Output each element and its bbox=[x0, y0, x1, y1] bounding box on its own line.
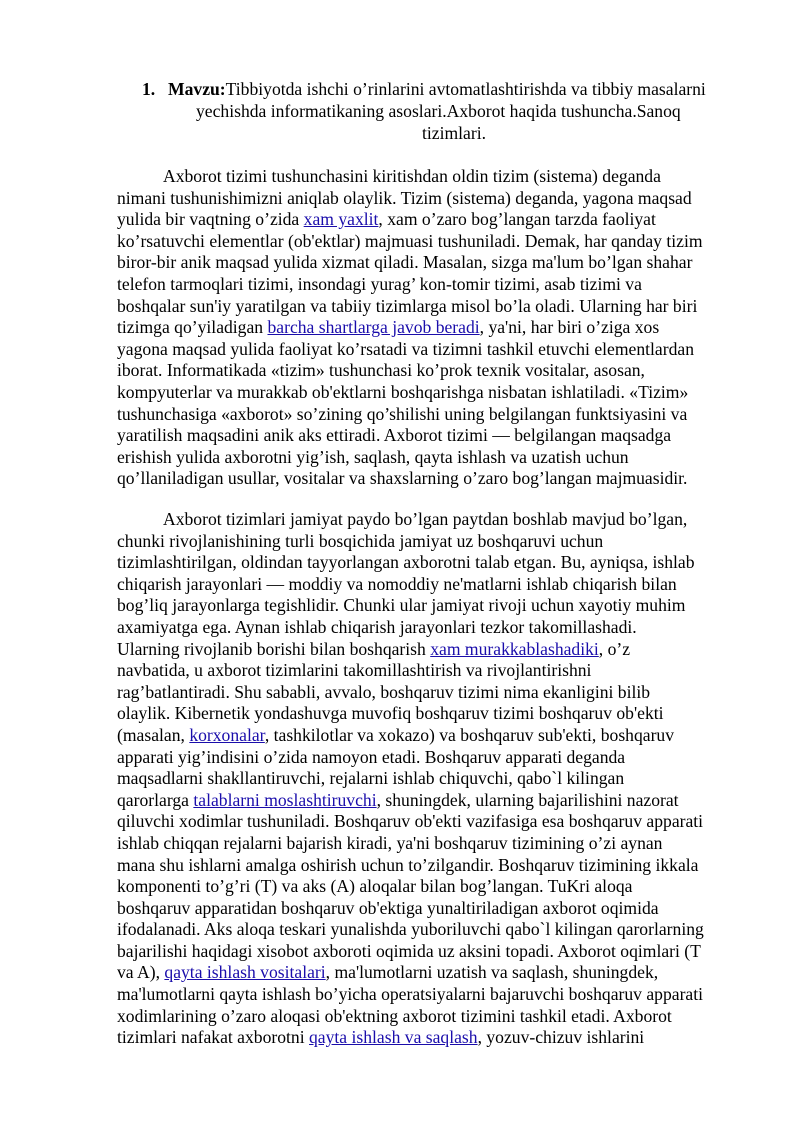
text-line bbox=[117, 876, 757, 898]
text-line bbox=[117, 595, 757, 617]
text-segment: kompyuterlar va murakkab ob'ektlarni boshqarishga nisbatan ishlatiladi. «Tizim» bbox=[117, 381, 689, 402]
text-segment: , shuningdek, ularning bajarilishini nazorat bbox=[376, 789, 679, 810]
text-segment: (masalan, bbox=[117, 724, 190, 745]
text-line bbox=[117, 447, 757, 469]
text-line bbox=[117, 747, 757, 769]
text-line bbox=[117, 531, 757, 553]
text-line bbox=[117, 296, 757, 318]
hyperlink[interactable]: qayta ishlash va saqlash bbox=[309, 1027, 478, 1048]
text-line bbox=[117, 404, 757, 426]
text-line bbox=[117, 660, 757, 682]
text-line bbox=[117, 682, 757, 704]
text-line bbox=[117, 984, 757, 1006]
text-segment: yagona maqsad yulida faoliyat ko’rsatadi va tizimni tashkil etuvchi elementlardan bbox=[117, 338, 694, 359]
text-segment: , tashkilotlar va xokazo) va boshqaruv sub'ekti, boshqaruv bbox=[264, 724, 675, 745]
text-segment: boshqaruv apparatidan boshqaruv ob'ektiga yunaltiriladigan axborot oqimida bbox=[117, 897, 659, 918]
text-segment: yaratilish maqsadini anik aks ettiradi. Axborot tizimi — belgilangan maqsadga bbox=[117, 425, 672, 446]
text-segment: qo’llaniladigan usullar, vositalar va shaxslarning o’zaro bog’langan majmuasidir. bbox=[117, 468, 688, 489]
text-line bbox=[117, 617, 757, 639]
text-line bbox=[117, 898, 757, 920]
heading-label: Mavzu: bbox=[168, 79, 226, 99]
text-line bbox=[117, 1006, 757, 1028]
text-segment: ma'lumotlarni qayta ishlash bo’yicha operatsiyalarni bajaruvchi boshqaruv apparati bbox=[117, 984, 704, 1005]
hyperlink[interactable]: talablarni moslashtiruvchi bbox=[193, 789, 377, 810]
text-line bbox=[117, 574, 757, 596]
text-segment: chunki rivojlanishining turli bosqichida jamiyat uz boshqaruvi uchun bbox=[117, 530, 604, 551]
text-line bbox=[117, 703, 757, 725]
heading-number: 1. bbox=[142, 79, 156, 99]
text-segment: erishish yulida axborotni yig’ish, saqlash, qayta ishlash va uzatish uchun bbox=[117, 446, 629, 467]
topic-heading bbox=[142, 78, 758, 144]
text-line bbox=[117, 790, 757, 812]
text-segment: axamiyatga ega. Aynan ishlab chiqarish jarayonlari tezkor takomillashadi. bbox=[117, 616, 637, 637]
text-segment: , xam o’zaro bog’langan tarzda faoliyat bbox=[378, 209, 656, 230]
hyperlink[interactable]: qayta ishlash vositalari bbox=[164, 962, 326, 983]
text-segment: Axborot tizimlari jamiyat paydo bo’lgan paytdan boshlab mavjud bo’lgan, bbox=[163, 509, 688, 529]
text-segment: bajarilishi haqidagi xisobot axboroti oqimida uz aksini topadi. Axborot oqimlari (T bbox=[117, 940, 701, 961]
text-line bbox=[117, 855, 757, 877]
text-segment: tushunchasiga «axborot» so’zining qo’shilishi uning belgilangan funktsiyasini va bbox=[117, 403, 688, 424]
text-segment: apparati yig’indisini o’zida namoyon etadi. Boshqaruv apparati deganda bbox=[117, 746, 626, 767]
text-line bbox=[117, 209, 757, 231]
text-line bbox=[117, 639, 757, 661]
text-line bbox=[117, 811, 757, 833]
text-segment: Ularning rivojlanib borishi bilan boshqarish bbox=[117, 638, 431, 659]
heading-title-part: Tibbiyotda ishchi o’rinlarini avtomatlashtirishda va tibbiy masalarni bbox=[225, 79, 706, 99]
text-segment: ko’rsatuvchi elementlar (ob'ektlar) majmuasi tushuniladi. Demak, har qanday tizim bbox=[117, 230, 703, 251]
text-line bbox=[117, 231, 757, 253]
text-line bbox=[117, 509, 757, 531]
text-line bbox=[117, 552, 757, 574]
text-segment: chiqarish jarayonlari — moddiy va nomoddiy ne'matlarni ishlab chiqarish bilan bbox=[117, 573, 677, 594]
text-segment: iborat. Informatikada «tizim» tushunchasi ko’prok texnik vositalar, asosan, bbox=[117, 360, 645, 381]
hyperlink[interactable]: korxonalar bbox=[189, 724, 265, 745]
heading-line bbox=[168, 78, 758, 100]
text-line bbox=[117, 941, 757, 963]
text-line bbox=[117, 317, 757, 339]
text-segment: ifodalanadi. Aks aloqa teskari yunalishda yuboriluvchi qabo`l kilingan qarorlarning bbox=[117, 919, 704, 940]
text-segment: ishlab chiqqan rejalarni bajarish kiradi, ya'ni boshqaruv tizimining o’zi aynan bbox=[117, 832, 663, 853]
text-segment: bog’liq jarayonlarga tegishlidir. Chunki ular jamiyat rivoji uchun xayotiy muhim bbox=[117, 595, 686, 616]
text-segment: qarorlarga bbox=[117, 789, 194, 810]
text-line bbox=[117, 425, 757, 447]
text-segment: olaylik. Kibernetik yondashuvga muvofiq boshqaruv tizimi boshqaruv ob'ekti bbox=[117, 703, 664, 724]
text-segment: mana shu ishlarni amalga oshirish uchun to’zilgandir. Boshqaruv tizimining ikkala bbox=[117, 854, 699, 875]
text-line bbox=[117, 962, 757, 984]
text-line bbox=[117, 382, 757, 404]
text-segment: yulida bir vaqtning o’zida bbox=[117, 209, 304, 230]
text-segment: boshqalar sun'iy yaratilgan va tabiiy tizimlarga misol bo’la oladi. Ularning har biri bbox=[117, 295, 698, 316]
text-line bbox=[117, 339, 757, 361]
text-line bbox=[117, 919, 757, 941]
heading-line: yechishda informatikaning asoslari.Axborot haqida tushuncha.Sanoq bbox=[196, 101, 681, 121]
text-segment: , ma'lumotlarni uzatish va saqlash, shuningdek, bbox=[325, 962, 659, 983]
text-segment: rag’batlantiradi. Shu sababli, avvalo, boshqaruv tizimi nima ekanligini bilib bbox=[117, 681, 651, 702]
text-segment: tizimga qo’yiladigan bbox=[117, 317, 268, 338]
text-segment: biror-bir anik maqsad yulida xizmat qiladi. Masalan, sizga ma'lum bo’lgan shahar bbox=[117, 252, 693, 273]
text-segment: qiluvchi xodimlar tushuniladi. Boshqaruv ob'ekti vazifasiga esa boshqaruv apparati bbox=[117, 811, 704, 832]
text-line bbox=[117, 274, 757, 296]
text-segment: , o’z bbox=[598, 638, 631, 659]
text-segment: maqsadlarni shakllantiruvchi, rejalarni ishlab chiquvchi, qabo`l kilingan bbox=[117, 768, 625, 789]
hyperlink[interactable]: barcha shartlarga javob beradi bbox=[267, 317, 480, 338]
hyperlink[interactable]: xam yaxlit bbox=[303, 209, 379, 230]
paragraph-2 bbox=[117, 509, 757, 1049]
text-line bbox=[117, 1027, 757, 1049]
text-line bbox=[117, 768, 757, 790]
text-segment: , ya'ni, har biri o’ziga xos bbox=[479, 317, 660, 338]
text-segment: Axborot tizimi tushunchasini kiritishdan oldin tizim (sistema) deganda bbox=[163, 166, 661, 186]
text-segment: tizimlashtirilgan, oldindan tayyorlangan axborotni talab etgan. Bu, ayniqsa, ishlab bbox=[117, 552, 695, 573]
text-line bbox=[117, 360, 757, 382]
text-line bbox=[117, 252, 757, 274]
text-line bbox=[117, 188, 757, 210]
text-segment: nimani tushunishimizni aniqlab olaylik. Tizim (sistema) deganda, yagona maqsad bbox=[117, 187, 692, 208]
text-segment: navbatida, u axborot tizimlarini takomillashtirish va rivojlantirishni bbox=[117, 660, 592, 681]
text-line bbox=[117, 725, 757, 747]
paragraph-1 bbox=[117, 166, 757, 490]
text-line bbox=[117, 468, 757, 490]
text-segment: komponenti to’g’ri (T) va aks (A) aloqalar bilan bog’langan. TuKri aloqa bbox=[117, 876, 633, 897]
text-segment: telefon tarmoqlari tizimi, insondagi yurag’ kon-tomir tizimi, asab tizimi va bbox=[117, 273, 642, 294]
text-line bbox=[117, 166, 757, 188]
text-line bbox=[117, 833, 757, 855]
text-segment: xodimlarining o’zaro aloqasi ob'ektning axborot tizimini tashkil etadi. Axborot bbox=[117, 1005, 672, 1026]
heading-line: tizimlari. bbox=[421, 123, 486, 143]
text-segment: tizimlari nafakat axborotni bbox=[117, 1027, 309, 1048]
text-segment: va A), bbox=[117, 962, 165, 983]
text-segment: , yozuv-chizuv ishlarini bbox=[477, 1027, 645, 1048]
hyperlink[interactable]: xam murakkablashadiki bbox=[430, 638, 599, 659]
